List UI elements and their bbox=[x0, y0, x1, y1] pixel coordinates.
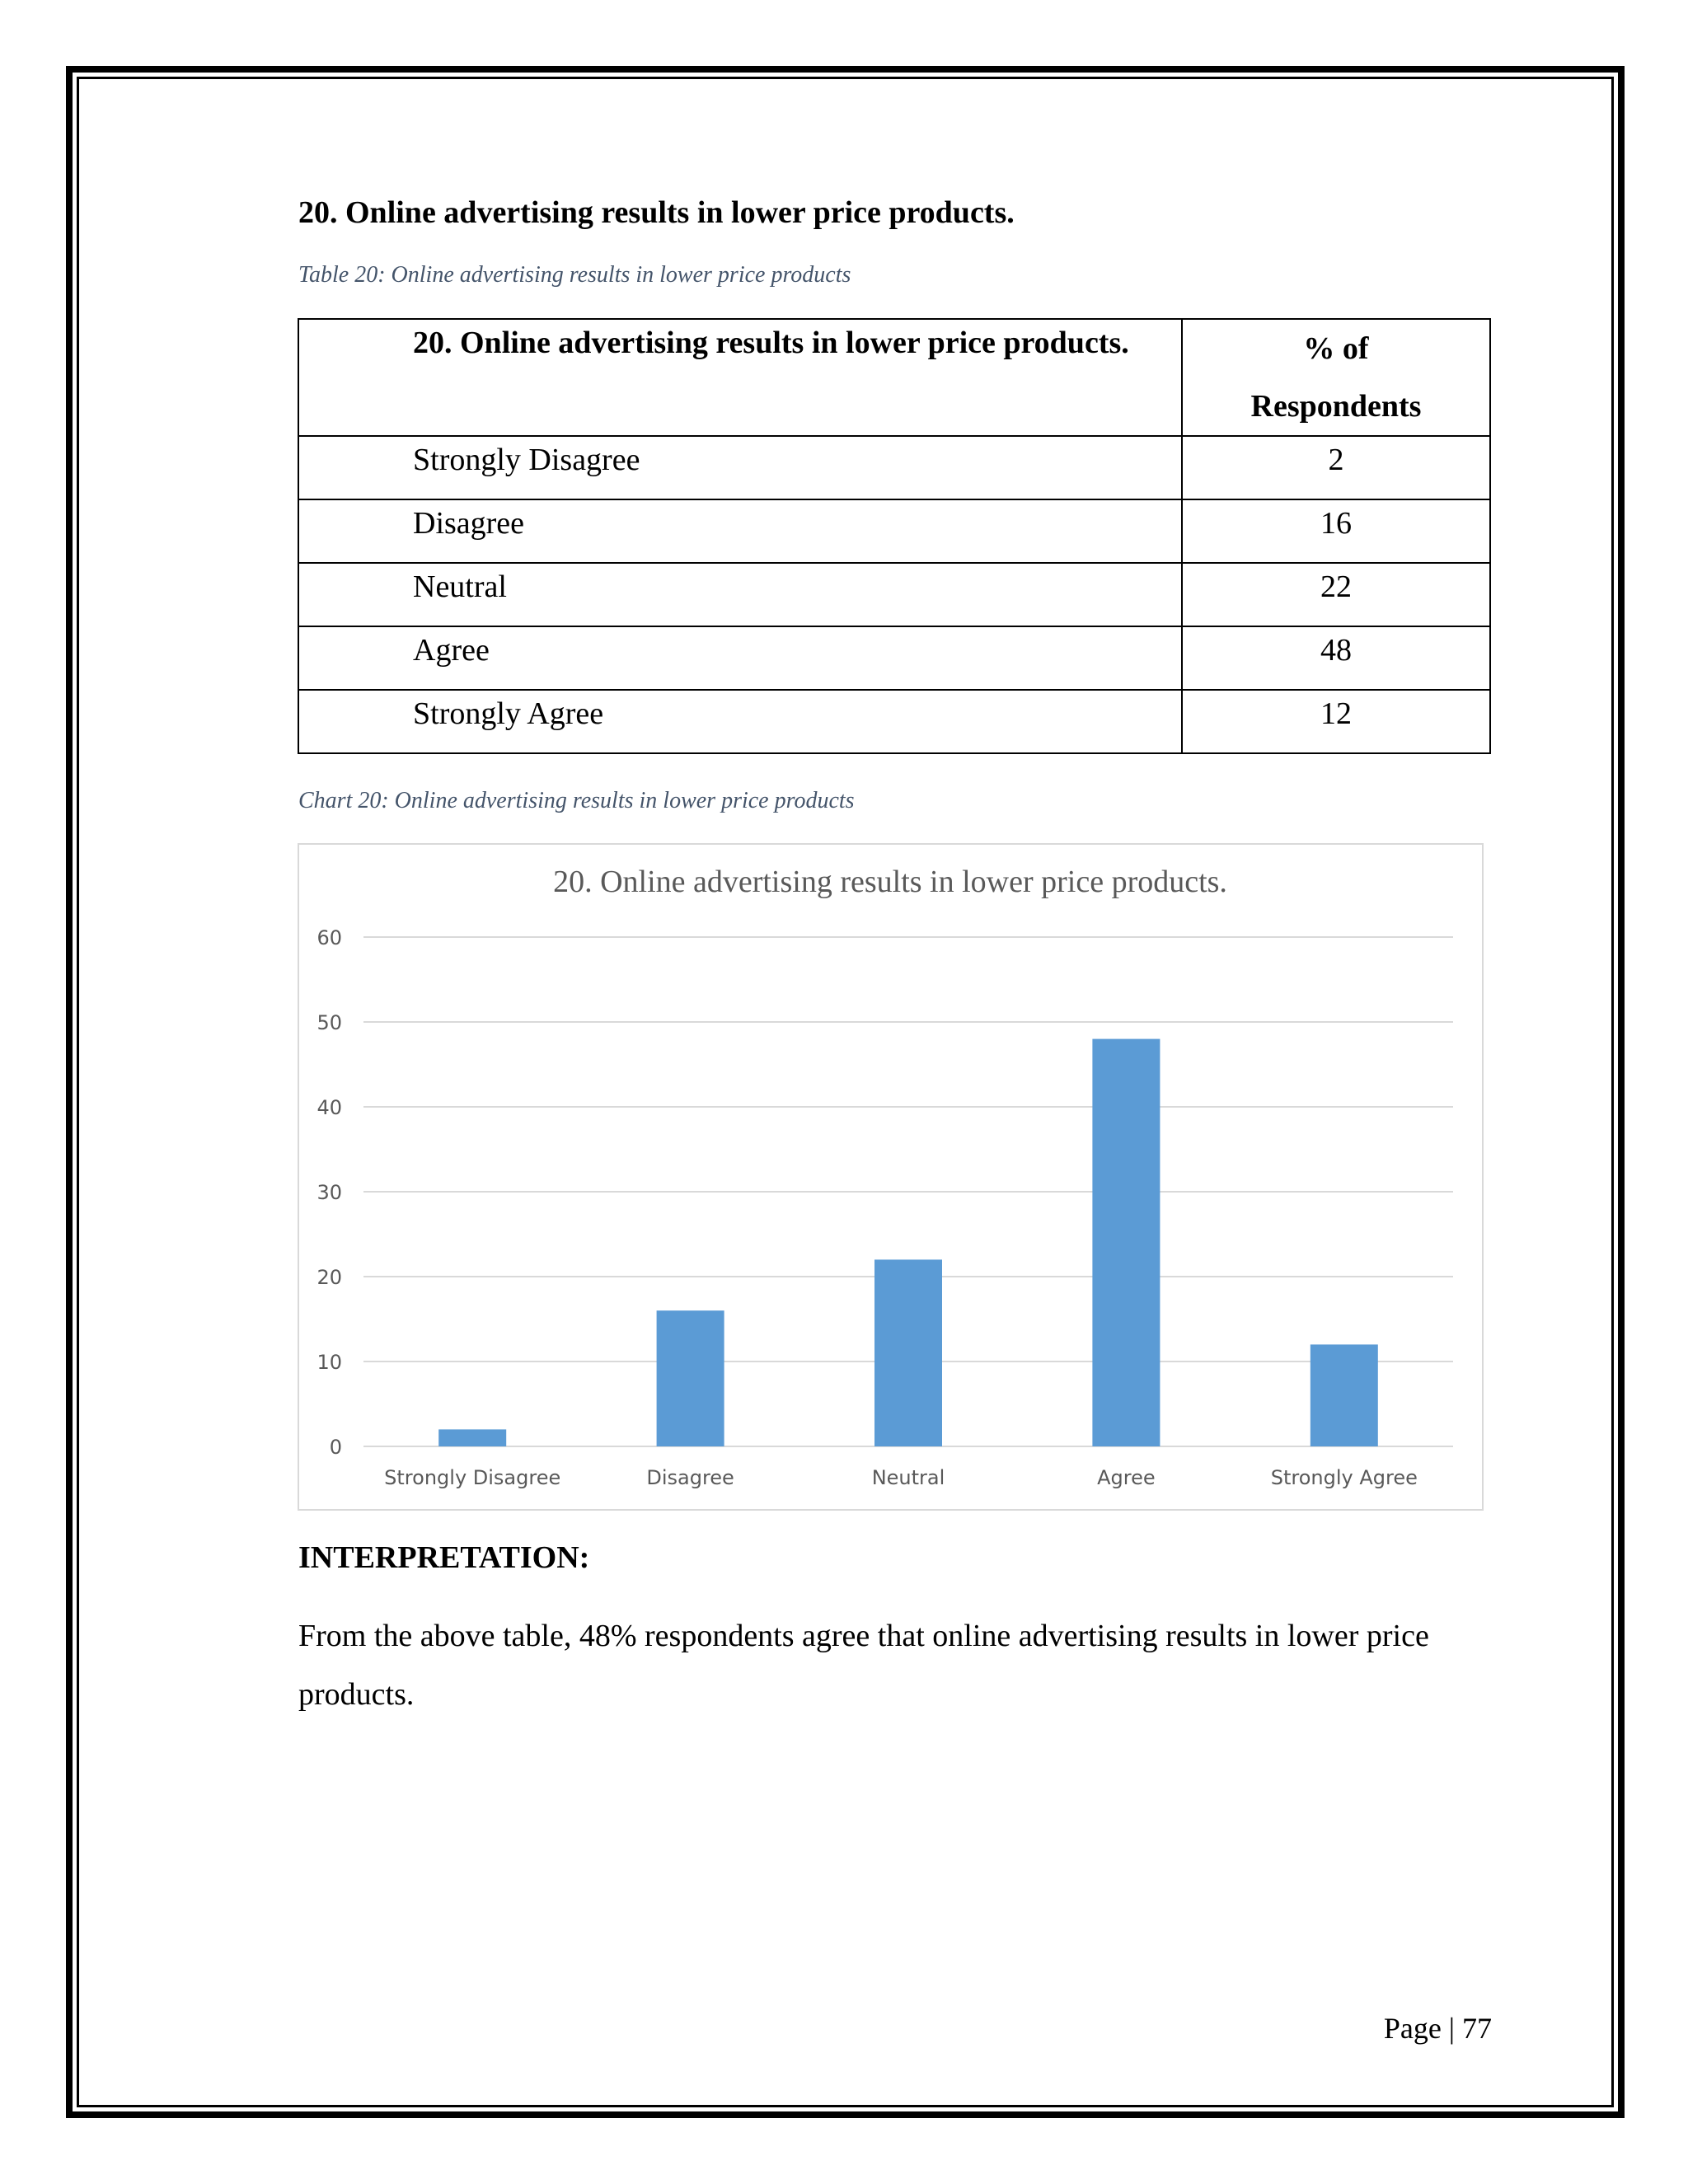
chart-x-axis bbox=[384, 1466, 1418, 1489]
x-tick-label: Agree bbox=[1097, 1466, 1156, 1489]
table-cell-label: Disagree bbox=[298, 499, 1182, 563]
page-number: Page | 77 bbox=[1383, 2012, 1492, 2045]
y-tick-label: 50 bbox=[316, 1011, 342, 1034]
responses-table bbox=[298, 318, 1491, 754]
table-row bbox=[298, 626, 1490, 690]
table-cell-value: 16 bbox=[1182, 499, 1490, 563]
chart-title: 20. Online advertising results in lower price products. bbox=[553, 865, 1227, 899]
table-cell-label: Agree bbox=[298, 626, 1182, 690]
table-caption: Table 20: Online advertising results in lower price products bbox=[298, 262, 851, 288]
table-row bbox=[298, 690, 1490, 753]
table-cell-value: 2 bbox=[1182, 436, 1490, 499]
x-tick-label: Neutral bbox=[871, 1466, 945, 1489]
bar-chart bbox=[298, 843, 1484, 1511]
y-tick-label: 30 bbox=[316, 1181, 342, 1204]
table-header-percent bbox=[1182, 319, 1490, 436]
bar-neutral bbox=[874, 1259, 942, 1446]
chart-caption: Chart 20: Online advertising results in lower price products bbox=[298, 788, 855, 813]
table-cell-value: 48 bbox=[1182, 626, 1490, 690]
section-heading: 20. Online advertising results in lower price products. bbox=[298, 195, 1015, 230]
table-header-question: 20. Online advertising results in lower price products. bbox=[298, 319, 1182, 436]
table-row bbox=[298, 563, 1490, 626]
x-tick-label: Strongly Agree bbox=[1270, 1466, 1418, 1489]
table-row bbox=[298, 499, 1490, 563]
table-header-row bbox=[298, 319, 1490, 436]
bar-strongly-agree bbox=[1311, 1344, 1378, 1446]
x-tick-label: Strongly Disagree bbox=[384, 1466, 561, 1489]
table-header-percent-line2: Respondents bbox=[1250, 389, 1422, 424]
bar-agree bbox=[1092, 1039, 1160, 1446]
table-row bbox=[298, 436, 1490, 499]
table-cell-value: 22 bbox=[1182, 563, 1490, 626]
table-cell-label: Strongly Disagree bbox=[298, 436, 1182, 499]
y-tick-label: 60 bbox=[316, 926, 342, 949]
x-tick-label: Disagree bbox=[646, 1466, 734, 1489]
chart-y-axis bbox=[316, 926, 342, 1459]
y-tick-label: 0 bbox=[329, 1436, 342, 1459]
bar-chart-svg bbox=[299, 845, 1482, 1509]
table-cell-label: Strongly Agree bbox=[298, 690, 1182, 753]
y-tick-label: 20 bbox=[316, 1266, 342, 1289]
interpretation-title: INTERPRETATION: bbox=[298, 1540, 590, 1575]
chart-bars bbox=[438, 1039, 1378, 1446]
table-cell-label: Neutral bbox=[298, 563, 1182, 626]
bar-disagree bbox=[657, 1310, 724, 1446]
table-header-percent-line1: % of bbox=[1303, 331, 1369, 366]
interpretation-text: From the above table, 48% respondents agree that online advertising results in lower price products. bbox=[298, 1619, 1429, 1712]
bar-strongly-disagree bbox=[438, 1429, 506, 1446]
table-cell-value: 12 bbox=[1182, 690, 1490, 753]
y-tick-label: 10 bbox=[316, 1351, 342, 1374]
y-tick-label: 40 bbox=[316, 1096, 342, 1119]
